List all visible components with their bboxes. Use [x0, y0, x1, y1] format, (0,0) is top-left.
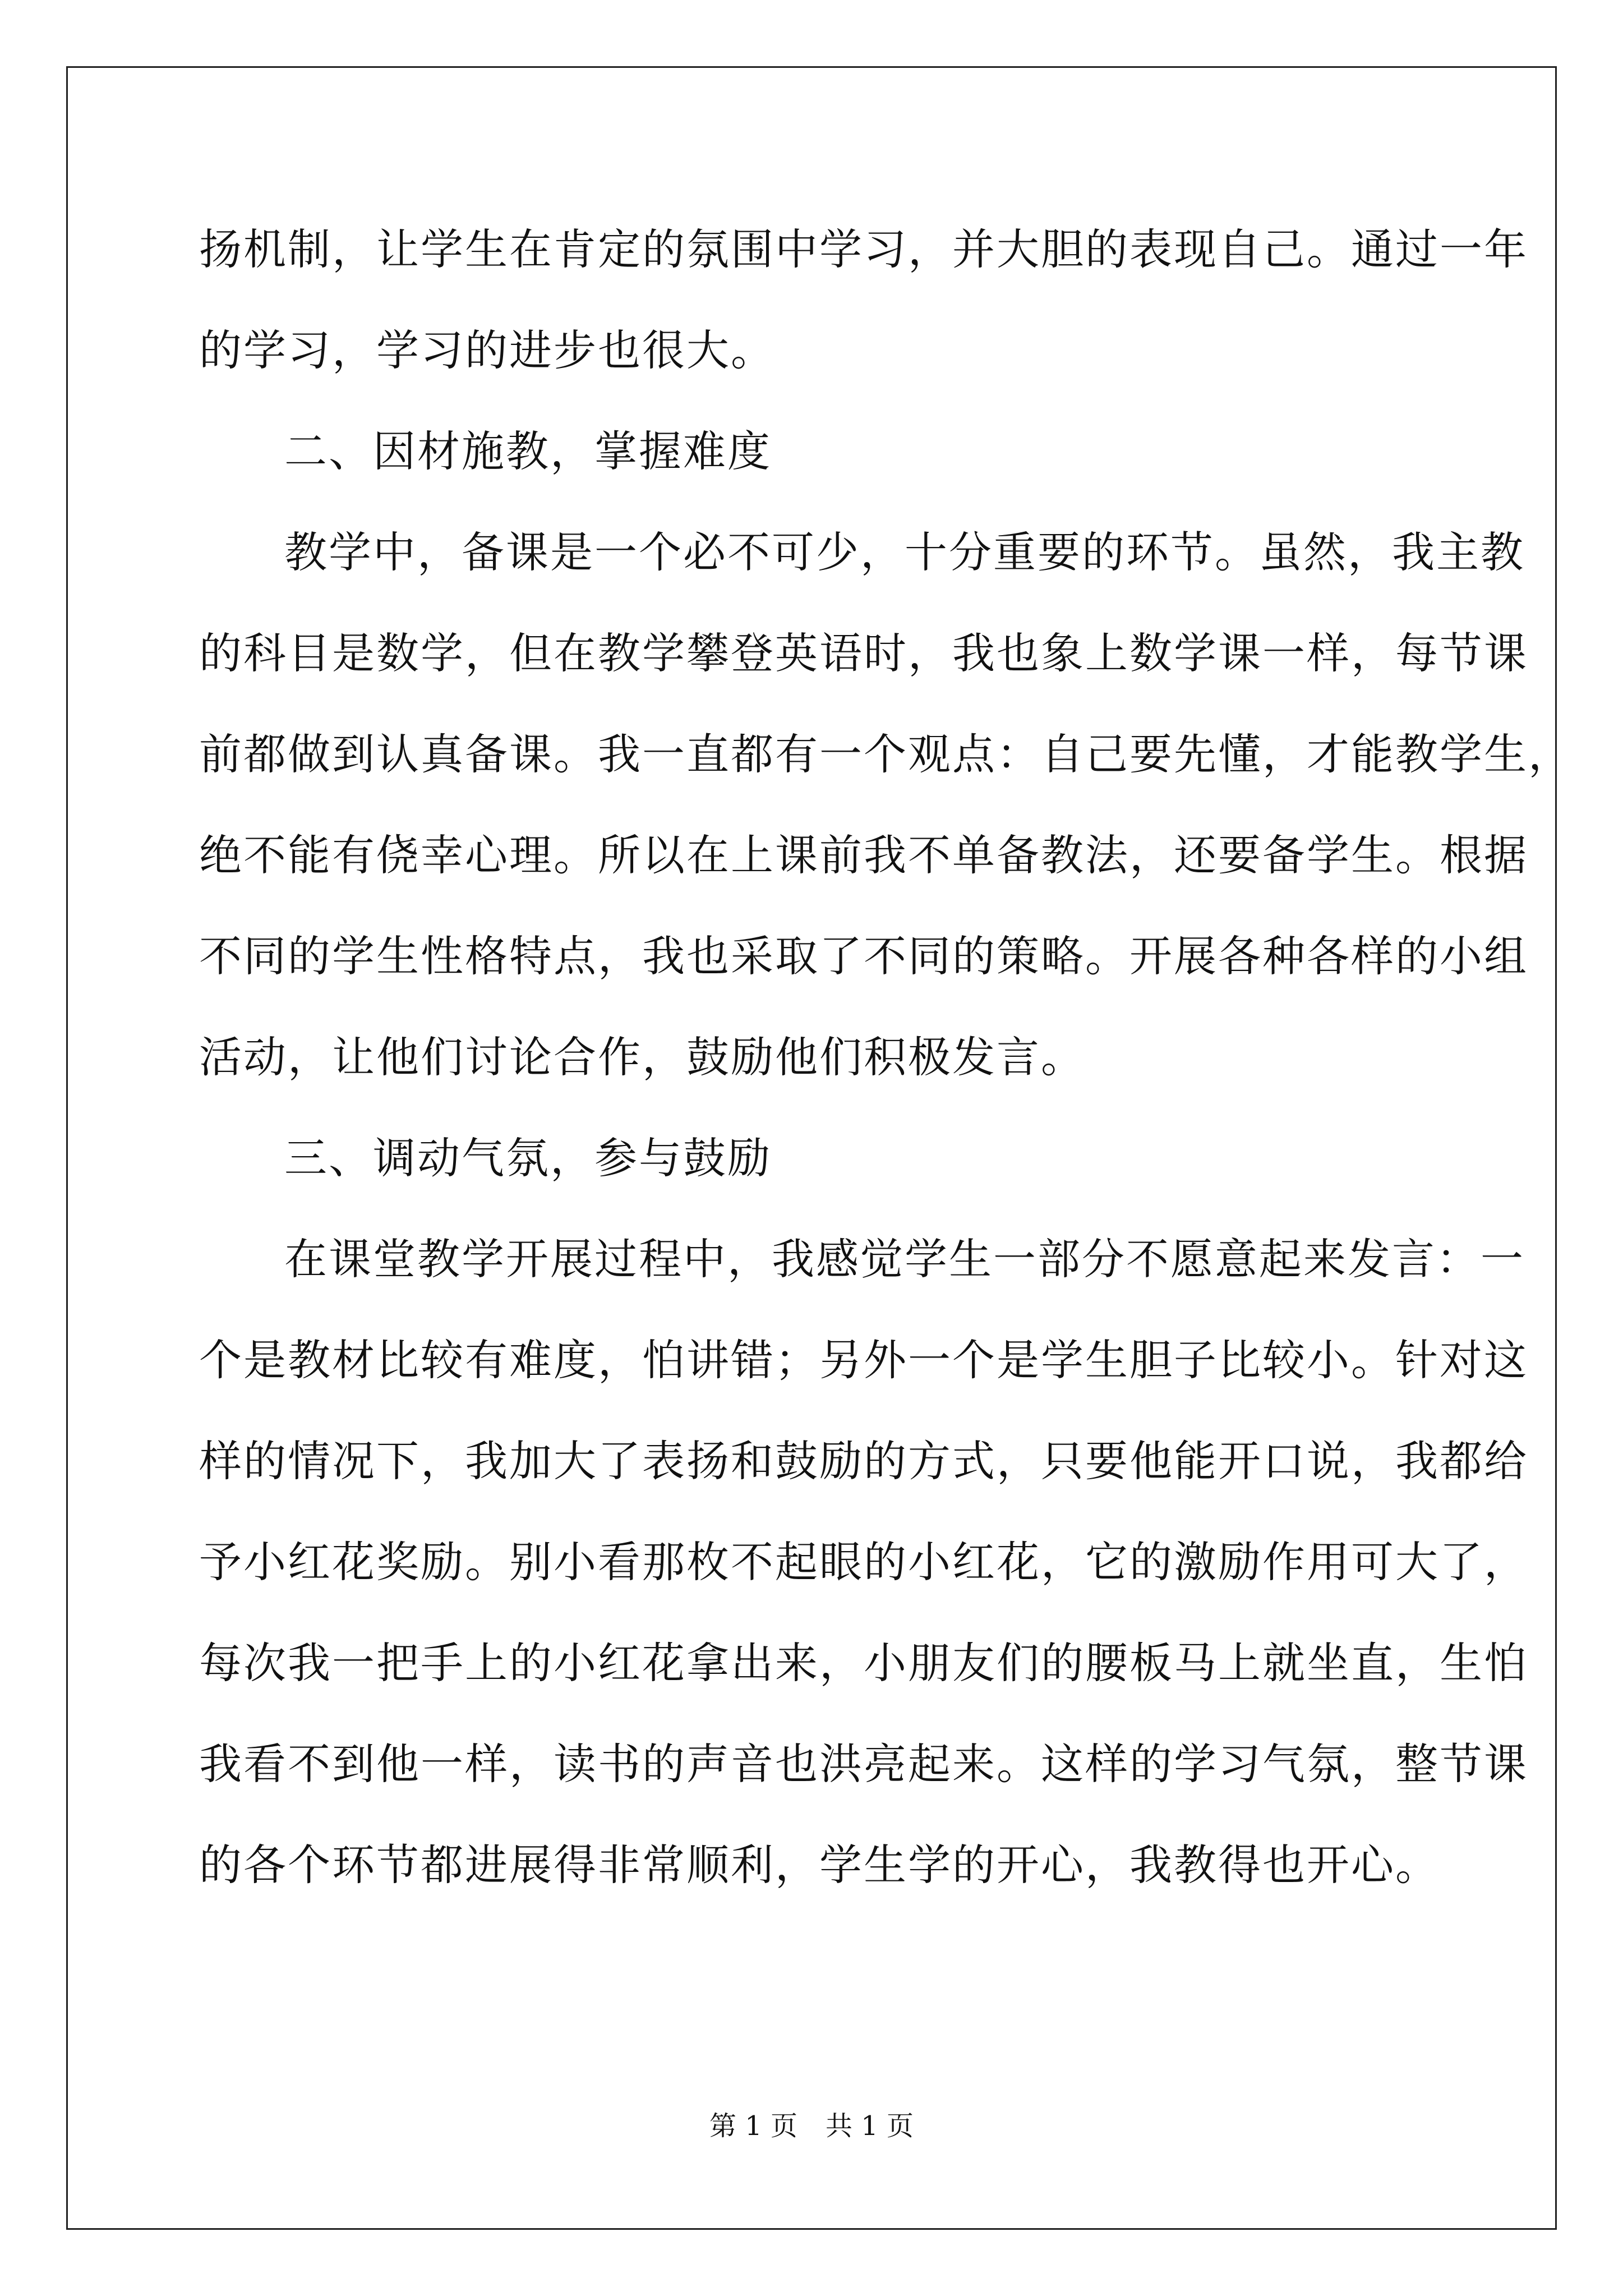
page-number: 第 1 页: [709, 2110, 797, 2142]
text-line: 的学习，学习的进步也很大。: [199, 325, 775, 375]
text-line: 的科目是数学，但在教学攀登英语时，我也象上数学课一样，每节课: [199, 628, 1528, 678]
section-heading: 三、调动气氛，参与鼓励: [284, 1133, 772, 1183]
page-footer: [0, 2109, 1623, 2143]
page-total: 共 1 页: [826, 2110, 914, 2142]
text-line: 在课堂教学开展过程中，我感觉学生一部分不愿意起来发言：一: [284, 1234, 1525, 1284]
text-line: 我看不到他一样，读书的声音也洪亮起来。这样的学习气氛，整节课: [199, 1739, 1528, 1789]
text-line: 活动，让他们讨论合作，鼓励他们积极发言。: [199, 1032, 1085, 1082]
text-line: 绝不能有侥幸心理。所以在上课前我不单备教法，还要备学生。根据: [199, 830, 1528, 880]
section-heading: 二、因材施教，掌握难度: [284, 426, 772, 476]
text-line: 教学中，备课是一个必不可少，十分重要的环节。虽然，我主教: [284, 527, 1525, 577]
text-line: 不同的学生性格特点，我也采取了不同的策略。开展各种各样的小组: [199, 931, 1528, 981]
text-line: 的各个环节都进展得非常顺利，学生学的开心，我教得也开心。: [199, 1840, 1440, 1890]
text-line: 样的情况下，我加大了表扬和鼓励的方式，只要他能开口说，我都给: [199, 1436, 1528, 1486]
text-line: 前都做到认真备课。我一直都有一个观点：自己要先懂，才能教学生，: [199, 729, 1573, 779]
text-line: 扬机制，让学生在肯定的氛围中学习，并大胆的表现自己。通过一年: [199, 224, 1528, 274]
text-line: 每次我一把手上的小红花拿出来，小朋友们的腰板马上就坐直，生怕: [199, 1638, 1528, 1688]
text-line: 予小红花奖励。别小看那枚不起眼的小红花，它的激励作用可大了，: [199, 1537, 1528, 1587]
text-line: 个是教材比较有难度，怕讲错；另外一个是学生胆子比较小。针对这: [199, 1335, 1528, 1385]
document-body: [199, 208, 1573, 1924]
